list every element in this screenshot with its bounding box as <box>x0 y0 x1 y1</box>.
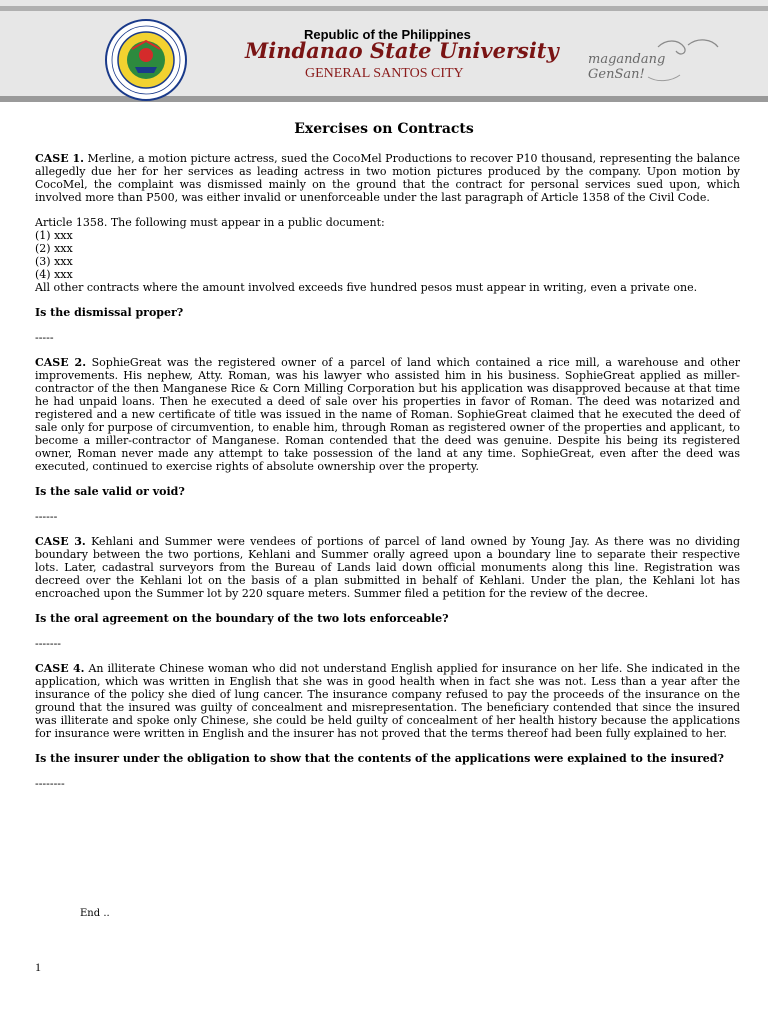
case-4-separator: -------- <box>35 777 65 790</box>
university-name: Mindanao State University <box>245 38 559 63</box>
page-number: 1 <box>35 960 41 974</box>
case-4-label: CASE 4. <box>35 662 85 675</box>
article-1358-tail: All other contracts where the amount involved exceeds five hundred pesos must appear in writing, even a private one. <box>35 281 698 294</box>
case-1-question: Is the dismissal proper? <box>35 306 184 319</box>
article-item-1: (1) xxx <box>35 229 73 242</box>
case-3-label: CASE 3. <box>35 535 86 548</box>
case-1-label: CASE 1. <box>35 152 84 165</box>
article-item-4: (4) xxx <box>35 268 73 281</box>
document-body <box>35 152 740 790</box>
article-item-3: (3) xxx <box>35 255 73 268</box>
republic-heading: Republic of the Philippines <box>304 27 471 42</box>
tagline-text: magandang GenSan! <box>588 52 666 82</box>
case-1-text: Merline, a motion picture actress, sued the CocoMel Productions to recover P10 thousand, representing the balance allegedly due her for her services as leading actress in two motion pictures produced by the company. Upon motion by CocoMel, the complaint was dismissed mainly on the ground that the contract for personal services sued upon, which involved more than P500, was either invalid or unenforceable under the last paragraph of Article 1358 of the Civil Code. <box>35 152 741 204</box>
case-3-paragraph <box>35 535 740 600</box>
case-4-paragraph <box>35 662 740 740</box>
end-marker: End .. <box>80 908 110 919</box>
case-3-question: Is the oral agreement on the boundary of the two lots enforceable? <box>35 612 449 625</box>
case-1-separator: ----- <box>35 331 54 344</box>
letterhead-top-rule <box>0 6 768 11</box>
case-2-separator: ------ <box>35 510 58 523</box>
document-title: Exercises on Contracts <box>294 121 474 137</box>
case-4-question: Is the insurer under the obligation to show that the contents of the applications were explained to the insured? <box>35 752 724 765</box>
case-2-label: CASE 2. <box>35 356 87 369</box>
gensan-tagline-logo <box>588 37 738 87</box>
article-item-2: (2) xxx <box>35 242 73 255</box>
campus-name: GENERAL SANTOS CITY <box>305 66 464 81</box>
university-seal-logo <box>105 19 187 101</box>
article-1358-intro: Article 1358. The following must appear in a public document: <box>35 216 385 229</box>
case-3-separator: ------- <box>35 637 62 650</box>
case-4-text: An illiterate Chinese woman who did not understand English applied for insurance on her life. She indicated in the application, which was written in English that she was in good health when in fact she was not. Less than a year after the insurance of the policy she died of lung cancer. The insurance company refused to pay the proceeds of the insurance on the ground that the insured was guilty of concealment and misrepresentation. The beneficiary contended that since the insured was illiterate and spoke only Chinese, she could be held guilty of concealment of her health history because the applications for insurance were written in English and the insurer has not proved that the terms thereof had been fully explained to her. <box>35 662 740 740</box>
case-2-text: SophieGreat was the registered owner of a parcel of land which contained a rice mill, a warehouse and other improvements. His nephew, Atty. Roman, was his lawyer who assisted him in his business. SophieGreat applied as miller-contractor of the then Manganese Rice & Corn Milling Corporation but his application was disapproved because at that time he had unpaid loans. Then he executed a deed of sale over his properties in favor of Roman. The deed was notarized and registered and a new certificate of title was issued in the name of Roman. SophieGreat claimed that he executed the deed of sale only for purpose of circumvention, to enable him, through Roman as registered owner of the properties and applicant, to become a miller-contractor of Manganese. Roman contended that the deed was genuine. Despite his being its registered owner, Roman never made any attempt to take possession of the land at any time. SophieGreat, even after the deed was executed, continued to exercise rights of absolute ownership over the property. <box>35 356 740 473</box>
case-2-paragraph <box>35 356 740 473</box>
case-1-paragraph <box>35 152 740 204</box>
case-3-text: Kehlani and Summer were vendees of portions of parcel of land owned by Young Jay. As there was no dividing boundary between the two portions, Kehlani and Summer orally agreed upon a boundary line to separate their respective lots. Later, cadastral surveyors from the Bureau of Lands laid down official monuments along this line. Registration was decreed over the Kehlani lot on the basis of a plan submitted in behalf of Kehlani. Under the plan, the Kehlani lot has encroached upon the Summer lot by 220 square meters. Summer filed a petition for the review of the decree. <box>35 535 740 600</box>
case-2-question: Is the sale valid or void? <box>35 485 185 498</box>
